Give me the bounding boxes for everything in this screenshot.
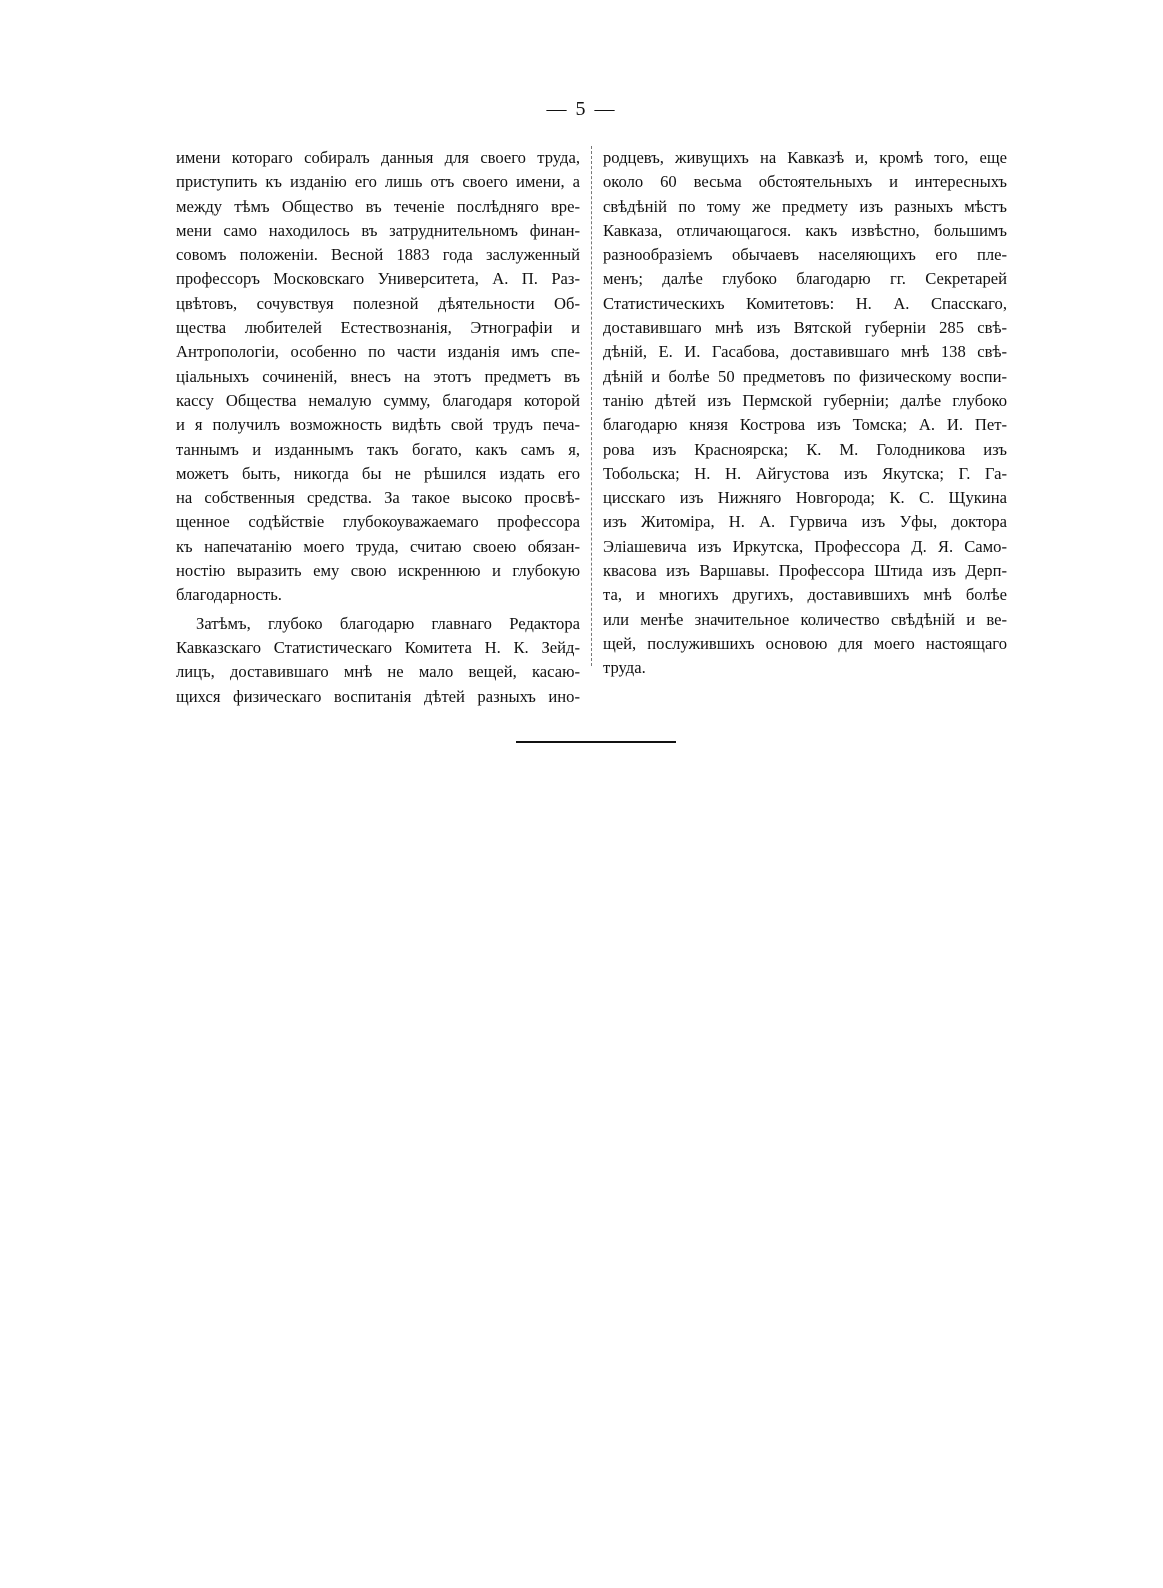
text-line: Антропологіи, особенно по части изданія имъ спе- — [176, 342, 580, 362]
right-text-column — [603, 146, 1007, 681]
text-line: изъ Житоміра, Н. А. Гурвича изъ Уфы, доктора — [603, 512, 1007, 532]
text-line: профессоръ Московскаго Университета, А. П. Раз- — [176, 269, 580, 289]
text-line: мени само находилось въ затруднительномъ финан- — [176, 220, 580, 240]
text-line: совомъ положеніи. Весной 1883 года заслуженный — [176, 245, 580, 265]
text-line: менъ; далѣе глубоко благодарю гг. Секретарей — [603, 269, 1007, 289]
text-line: рова изъ Красноярска; К. М. Голодникова изъ — [603, 439, 1007, 459]
text-line: таннымъ и изданнымъ такъ богато, какъ самъ я, — [176, 439, 580, 459]
text-line: ціальныхъ сочиненій, внесъ на этотъ предметъ въ — [176, 366, 580, 386]
text-line: доставившаго мнѣ изъ Вятской губерніи 285 свѣ- — [603, 318, 1007, 338]
column-divider — [591, 146, 592, 666]
closing-rule — [516, 741, 676, 743]
text-line: около 60 весьма обстоятельныхъ и интересныхъ — [603, 172, 1007, 192]
text-line: благодарность. — [176, 585, 282, 605]
text-line: танію дѣтей изъ Пермской губерніи; далѣе глубоко — [603, 390, 1007, 410]
page-number: — 5 — — [546, 98, 617, 120]
text-line: кассу Общества немалую сумму, благодаря которой — [176, 390, 580, 410]
text-line: щихся физическаго воспитанія дѣтей разныхъ ино- — [176, 686, 580, 706]
text-line: цисскаго изъ Нижняго Новгорода; К. С. Щукина — [603, 488, 1007, 508]
text-line: можетъ быть, никогда бы не рѣшился издать его — [176, 463, 580, 483]
text-line: дѣній, Е. И. Гасабова, доставившаго мнѣ 138 свѣ- — [603, 342, 1007, 362]
text-line: свѣдѣній по тому же предмету изъ разныхъ мѣстъ — [603, 196, 1007, 216]
text-line: Кавказа, отличающагося. какъ извѣстно, большимъ — [603, 220, 1007, 240]
text-line: труда. — [603, 658, 646, 678]
text-line: имени котораго собиралъ данныя для своего труда, — [176, 148, 580, 167]
text-line: дѣній и болѣе 50 предметовъ по физическому воспи- — [603, 366, 1007, 386]
text-line: щества любителей Естествознанія, Этнографіи и — [176, 318, 580, 338]
text-line: цвѣтовъ, сочувствуя полезной дѣятельности Об- — [176, 293, 580, 313]
text-line: щей, послужившихъ основою для моего настоящаго — [603, 633, 1007, 653]
text-line: приступить къ изданію его лишь отъ своего имени, а — [176, 172, 580, 192]
text-line: Статистическихъ Комитетовъ: Н. А. Спасскаго, — [603, 293, 1007, 313]
left-text-column — [176, 146, 580, 709]
text-line: и я получилъ возможность видѣть свой трудъ печа- — [176, 415, 580, 435]
text-line: къ напечатанію моего труда, считаю своею обязан- — [176, 536, 580, 556]
text-line: Кавказскаго Статистическаго Комитета Н. К. Зейд- — [176, 637, 580, 657]
text-line: на собственныя средства. За такое высоко просвѣ- — [176, 488, 580, 508]
text-line: ностію выразить ему свою искреннюю и глубокую — [176, 561, 580, 581]
paragraph-first-line: Затѣмъ, глубоко благодарю главнаго Редактора — [196, 613, 580, 633]
text-line: та, и многихъ другихъ, доставившихъ мнѣ болѣе — [603, 585, 1007, 605]
text-line: благодарю князя Кострова изъ Томска; А. И. Пет- — [603, 415, 1007, 435]
text-line: родцевъ, живущихъ на Кавказѣ и, кромѣ того, еще — [603, 148, 1007, 167]
text-line: лицъ, доставившаго мнѣ не мало вещей, касаю- — [176, 662, 580, 682]
text-line: щенное содѣйствіе глубокоуважаемаго профессора — [176, 512, 580, 532]
text-line: Эліашевича изъ Иркутска, Профессора Д. Я. Само- — [603, 536, 1007, 556]
text-line: Тобольска; Н. Н. Айгустова изъ Якутска; Г. Га- — [603, 463, 1007, 483]
text-line: или менѣе значительное количество свѣдѣній и ве- — [603, 609, 1007, 629]
text-line: между тѣмъ Общество въ теченіе послѣдняго вре- — [176, 196, 580, 216]
text-line: квасова изъ Варшавы. Профессора Штида изъ Дерп- — [603, 561, 1007, 581]
text-line: разнообразіемъ обычаевъ населяющихъ его пле- — [603, 245, 1007, 265]
